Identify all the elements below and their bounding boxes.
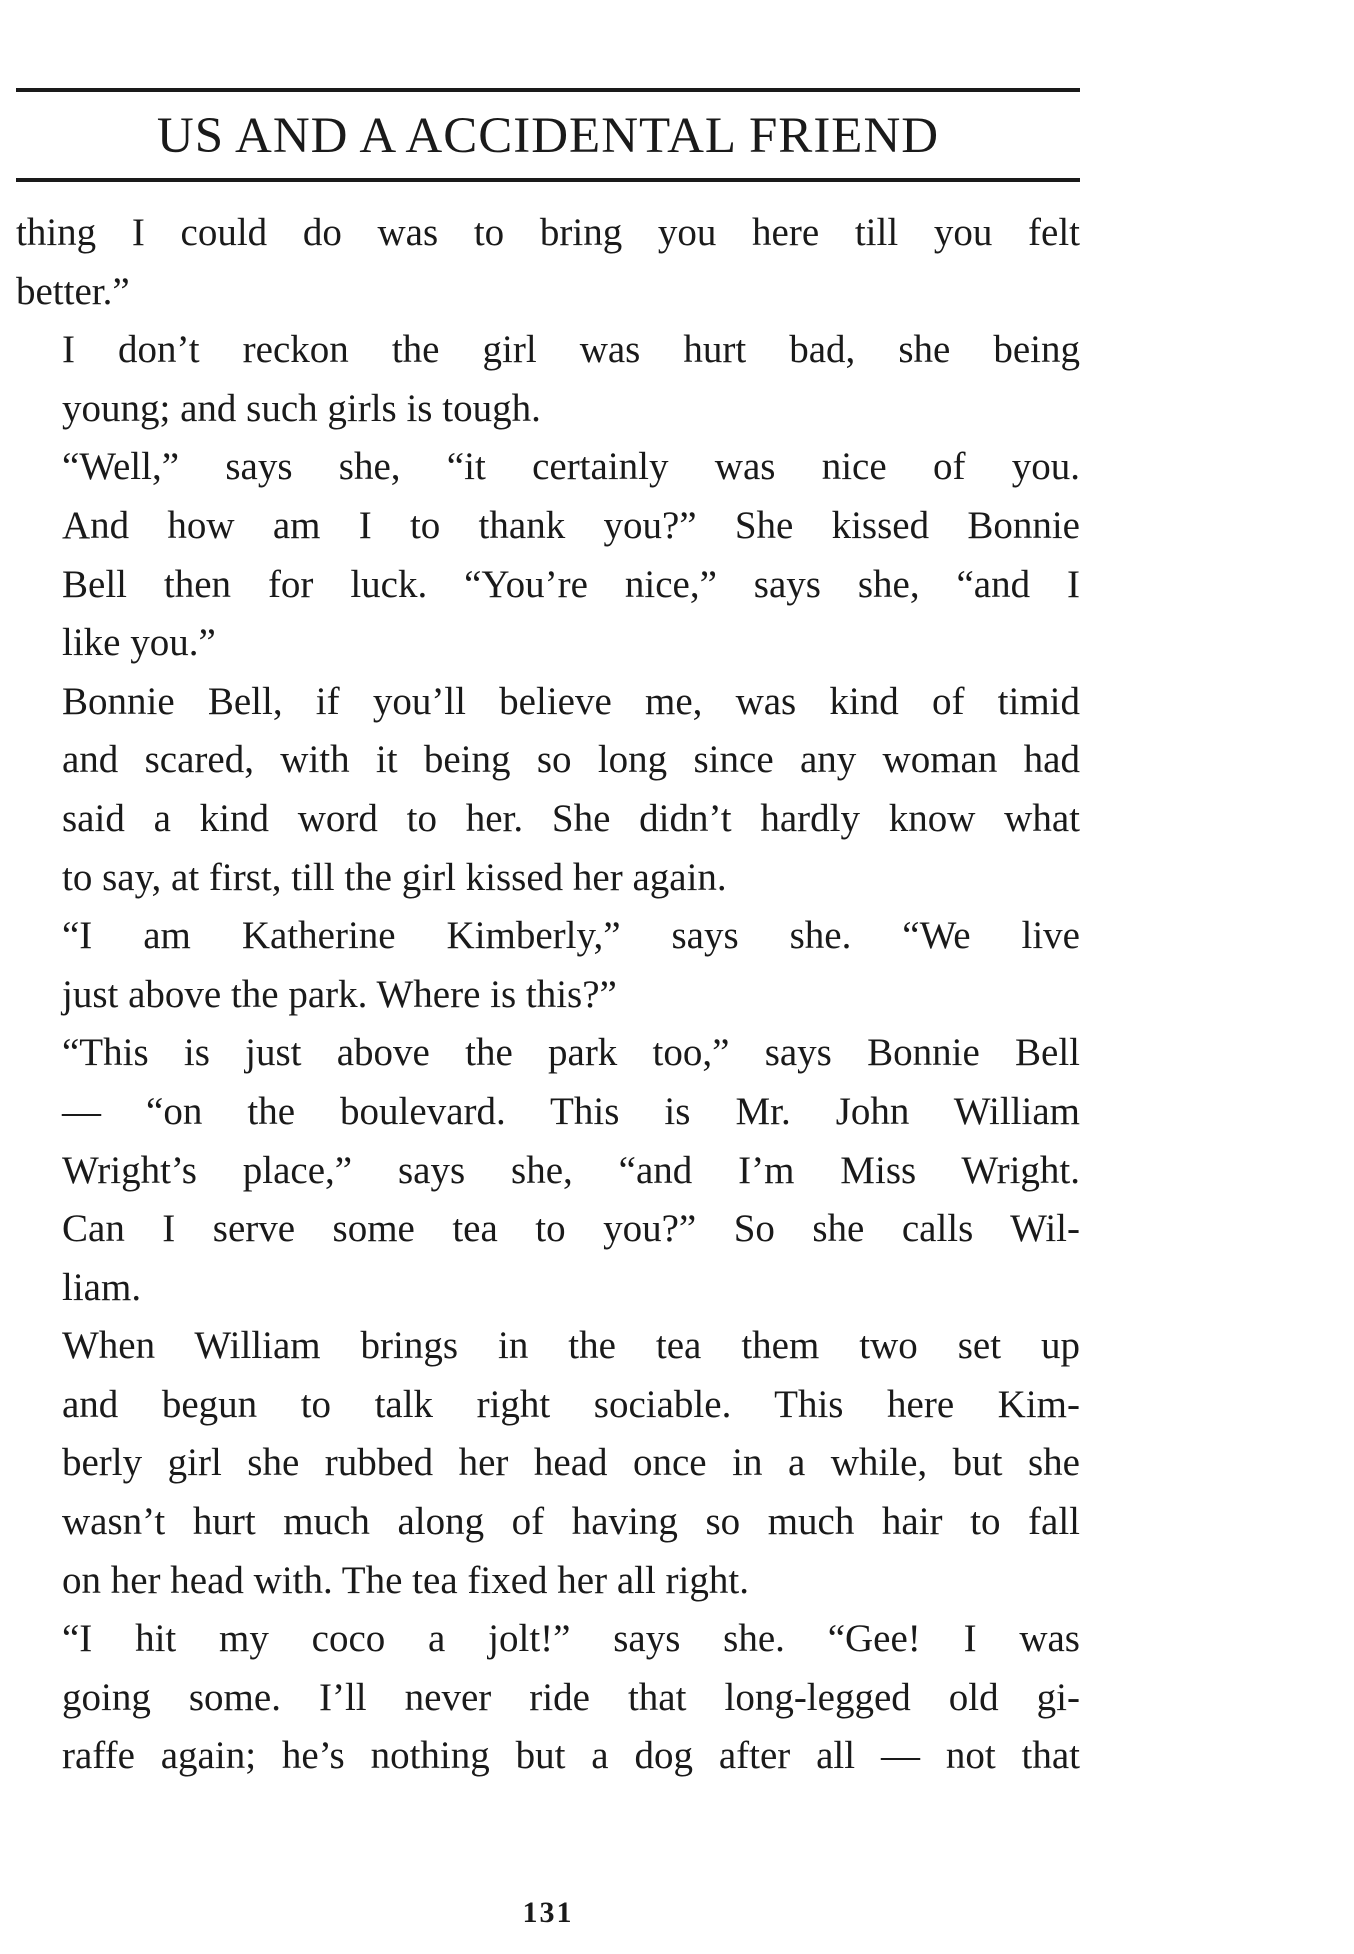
- text-line: liam.: [62, 1265, 142, 1309]
- text-line: “I hit my coco a jolt!” says she. “Gee! I was: [62, 1617, 1080, 1661]
- text-line: young; and such girls is tough.: [62, 386, 541, 430]
- text-line: Bonnie Bell, if you’ll believe me, was kind of timid: [62, 679, 1080, 723]
- paragraph: [16, 1610, 1080, 1786]
- text-line: just above the park. Where is this?”: [62, 972, 617, 1016]
- text-line: to say, at first, till the girl kissed her again.: [62, 855, 727, 899]
- running-head: US AND A ACCIDENTAL FRIEND: [156, 108, 940, 164]
- text-line: And how am I to thank you?” She kissed Bonnie: [62, 503, 1080, 547]
- text-line: like you.”: [62, 621, 216, 665]
- text-line: Wright’s place,” says she, “and I’m Miss Wright.: [62, 1148, 1080, 1192]
- book-page: [16, 88, 1080, 1929]
- text-line: wasn’t hurt much along of having so much hair to fall: [62, 1500, 1080, 1544]
- header-rule-bottom: [16, 178, 1080, 182]
- paragraph: [16, 204, 1080, 321]
- paragraph: [16, 1024, 1080, 1317]
- text-line: said a kind word to her. She didn’t hardly know what: [62, 796, 1080, 840]
- text-line: and scared, with it being so long since any woman had: [62, 738, 1080, 782]
- paragraph: [16, 1317, 1080, 1610]
- text-line: I don’t reckon the girl was hurt bad, she being: [62, 328, 1080, 372]
- text-line: on her head with. The tea fixed her all right.: [62, 1558, 749, 1602]
- text-line: When William brings in the tea them two set up: [62, 1324, 1080, 1368]
- paragraph: [16, 673, 1080, 907]
- text-line: Can I serve some tea to you?” So she calls Wil-: [62, 1207, 1080, 1251]
- text-line: berly girl she rubbed her head once in a while, but she: [62, 1441, 1080, 1485]
- text-line: going some. I’ll never ride that long-legged old gi-: [62, 1675, 1080, 1719]
- text-line: “This is just above the park too,” says Bonnie Bell: [62, 1031, 1080, 1075]
- text-line: “Well,” says she, “it certainly was nice of you.: [62, 445, 1080, 489]
- text-line: and begun to talk right sociable. This here Kim-: [62, 1382, 1080, 1426]
- text-line: “I am Katherine Kimberly,” says she. “We live: [62, 914, 1080, 958]
- header-rule-top: [16, 88, 1080, 92]
- paragraph: [16, 438, 1080, 672]
- text-line: raffe again; he’s nothing but a dog after all — not that: [62, 1734, 1080, 1778]
- text-line: better.”: [16, 269, 130, 313]
- text-line: Bell then for luck. “You’re nice,” says she, “and I: [62, 562, 1080, 606]
- paragraph: [16, 907, 1080, 1024]
- text-line: thing I could do was to bring you here till you felt: [16, 211, 1080, 254]
- body-text: [16, 204, 1080, 1786]
- paragraph: [16, 321, 1080, 438]
- text-line: — “on the boulevard. This is Mr. John William: [62, 1089, 1080, 1133]
- page-number: 131: [522, 1896, 574, 1929]
